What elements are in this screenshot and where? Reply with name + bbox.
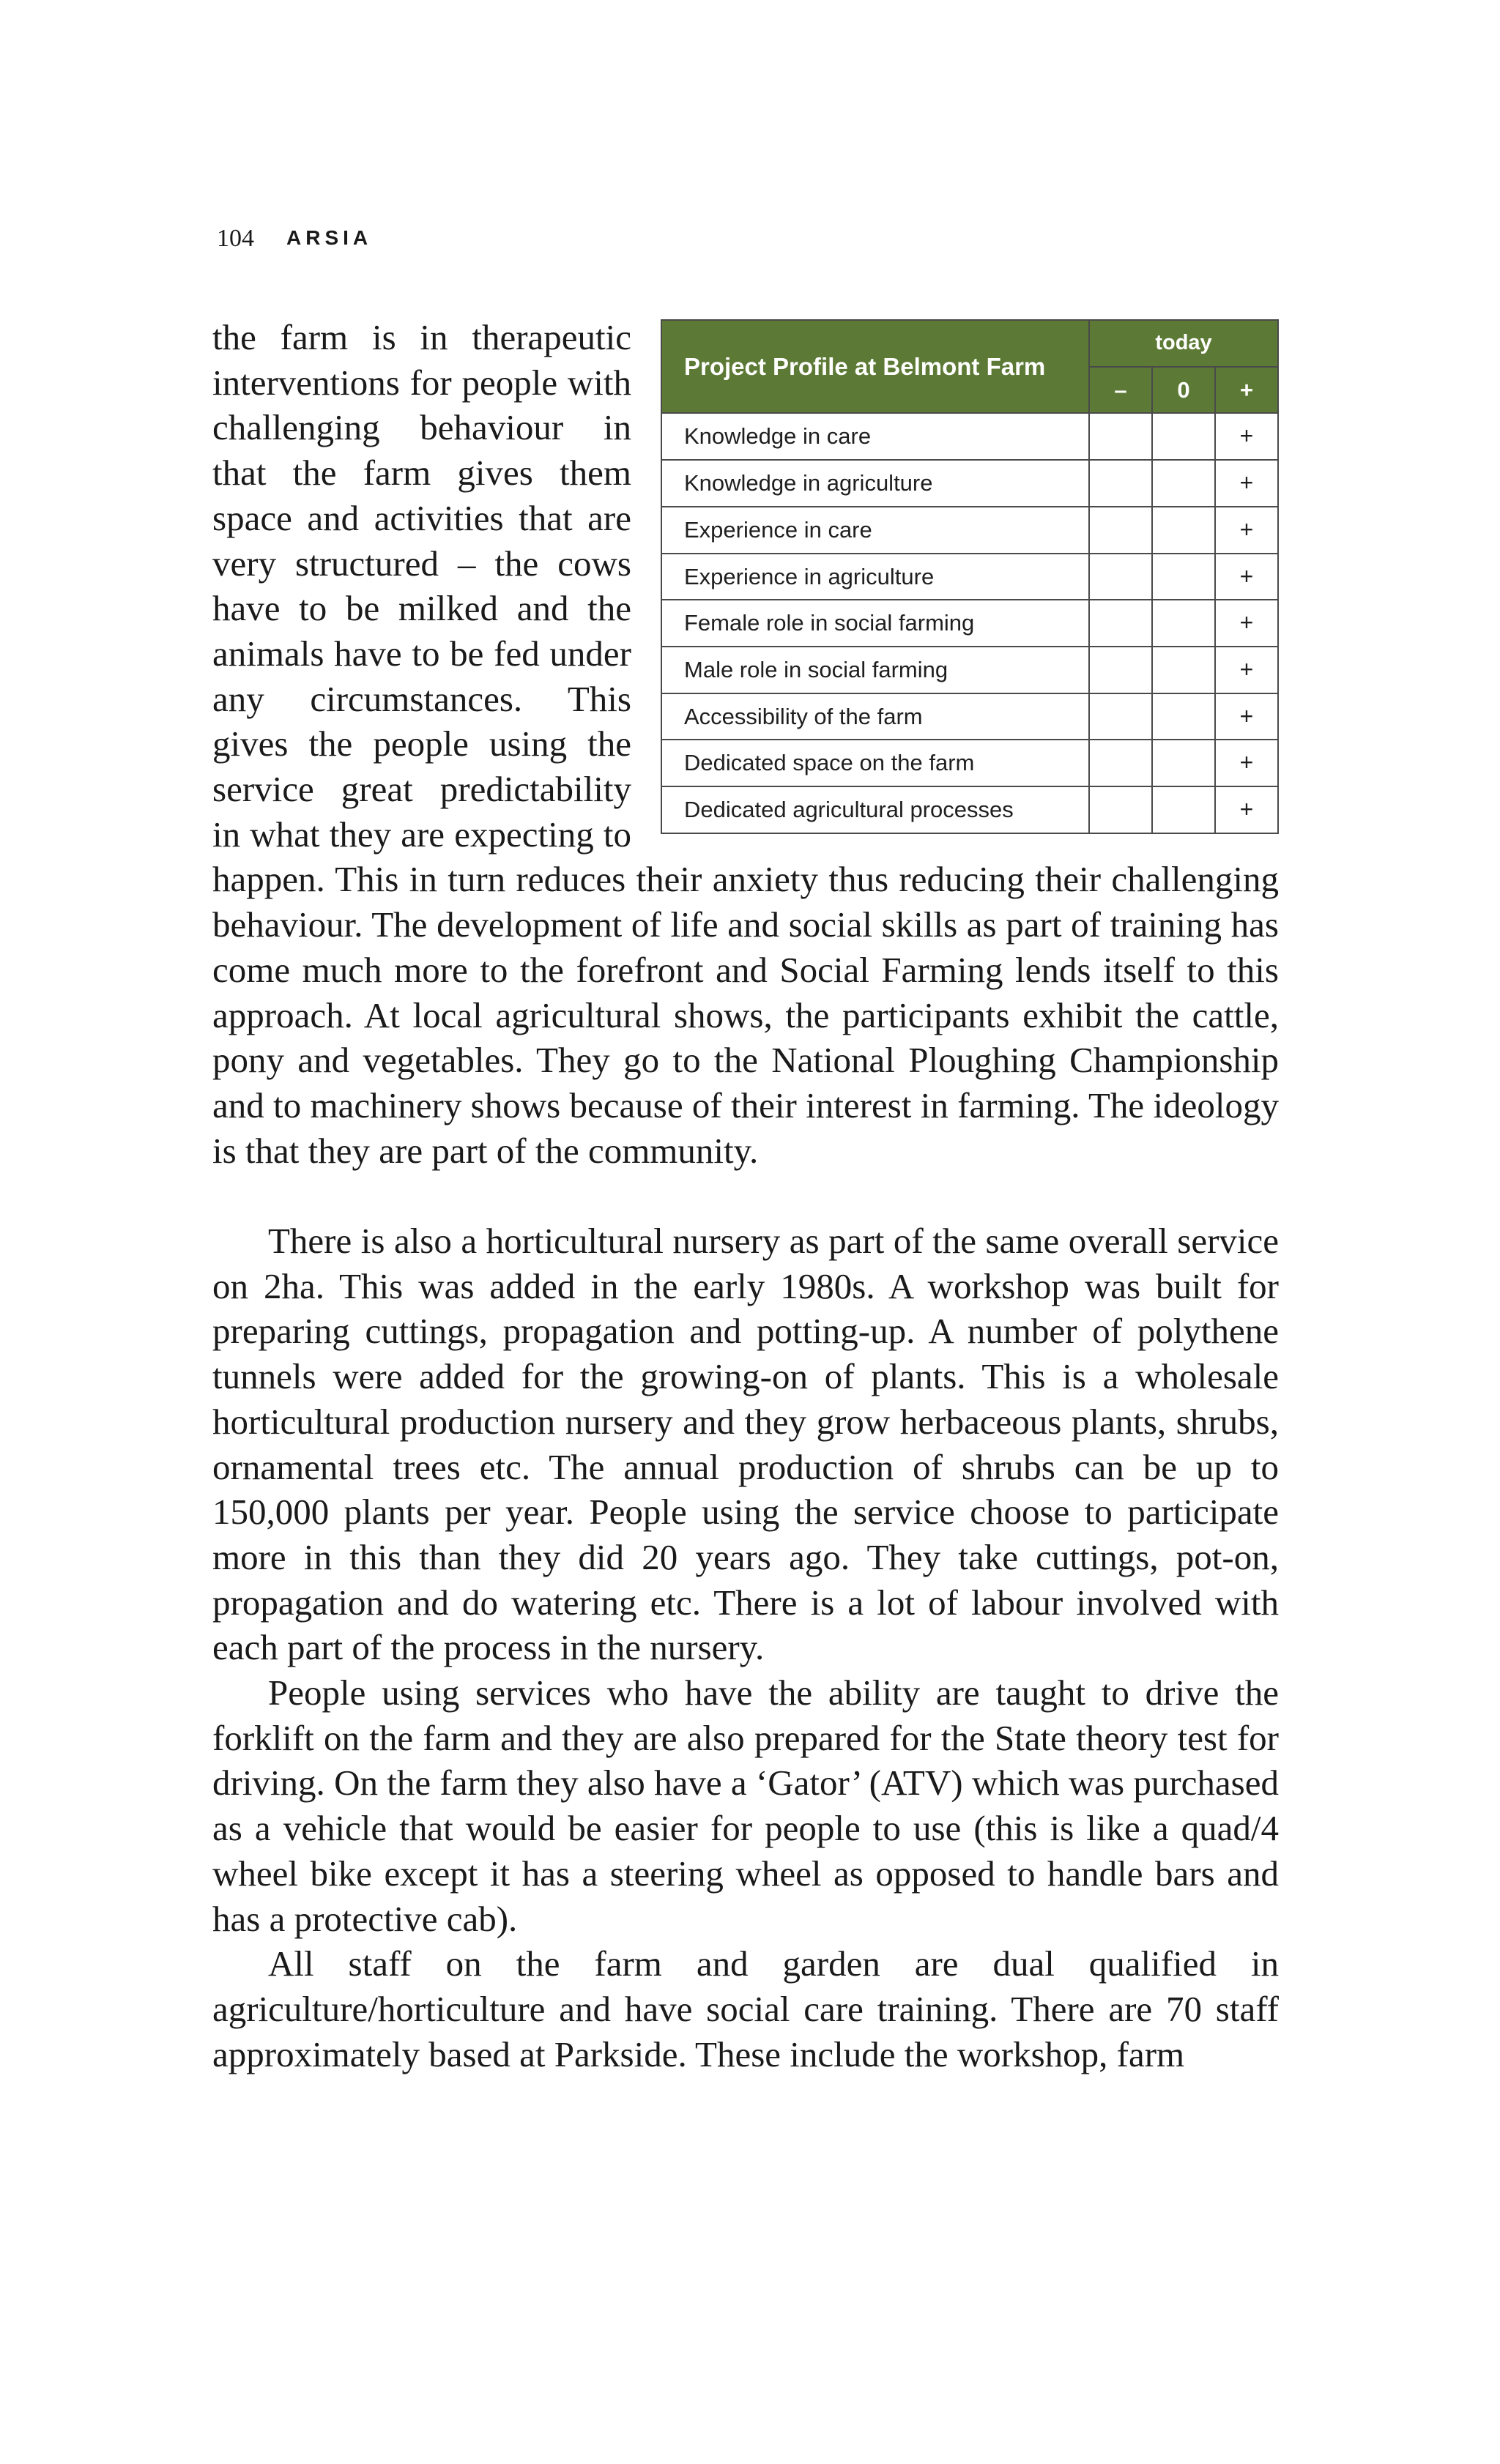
article-body	[212, 315, 1279, 2077]
row-label: Dedicated agricultural processes	[661, 786, 1089, 833]
plus-cell: +	[1215, 647, 1278, 693]
body-paragraph-3: People using services who have the ability are taught to drive the forklift on the farm and they are also prepared for the State theory test for driving. On the farm they also have a ‘Gator’ (ATV) which was purchased as a vehicle that would be easier for people to use (this is like a quad/4 wheel bike except it has a steering wheel as opposed to handle bars and has a protective cab).	[212, 1672, 1279, 1939]
row-label: Female role in social farming	[661, 600, 1089, 647]
plus-cell: +	[1215, 740, 1278, 786]
zero-column-header: 0	[1152, 367, 1215, 414]
zero-cell	[1152, 507, 1215, 554]
plus-column-header: +	[1215, 367, 1278, 414]
table-row	[661, 647, 1278, 693]
zero-cell	[1152, 647, 1215, 693]
table-row	[661, 460, 1278, 507]
table-row	[661, 507, 1278, 554]
running-head	[217, 225, 372, 253]
plus-cell: +	[1215, 460, 1278, 507]
minus-column-header: –	[1089, 367, 1152, 414]
zero-cell	[1152, 460, 1215, 507]
plus-cell: +	[1215, 554, 1278, 600]
page-number: 104	[217, 225, 254, 252]
zero-cell	[1152, 413, 1215, 460]
body-paragraph-1: the farm is in therapeutic interventions for people with challenging behaviour in that the farm gives them space and activities that are very structured – the cows have to be milked and the animals have to be fed under any circumstances. This gives the people using the service great predictability in what they are expecting to happen. This in turn reduces their anxiety thus reducing their challenging behaviour. The development of life and social skills as part of training has come much more to the forefront and Social Farming lends itself to this approach. At local agricultural shows, the participants exhibit the cattle, pony and vegetables. They go to the National Ploughing Championship and to machinery shows because of their interest in farming. The ideology is that they are part of the community.	[212, 317, 1279, 1171]
minus-cell	[1089, 786, 1152, 833]
project-profile-table	[661, 319, 1279, 834]
table-row	[661, 740, 1278, 786]
minus-cell	[1089, 600, 1152, 647]
plus-cell: +	[1215, 693, 1278, 740]
row-label: Male role in social farming	[661, 647, 1089, 693]
minus-cell	[1089, 507, 1152, 554]
table-row	[661, 413, 1278, 460]
minus-cell	[1089, 647, 1152, 693]
row-label: Knowledge in agriculture	[661, 460, 1089, 507]
minus-cell	[1089, 693, 1152, 740]
zero-cell	[1152, 600, 1215, 647]
journal-name: ARSIA	[286, 226, 373, 249]
zero-cell	[1152, 740, 1215, 786]
plus-cell: +	[1215, 413, 1278, 460]
row-label: Experience in care	[661, 507, 1089, 554]
table-row	[661, 786, 1278, 833]
row-label: Dedicated space on the farm	[661, 740, 1089, 786]
body-paragraph-2: There is also a horticultural nursery as part of the same overall service on 2ha. This was added in the early 1980s. A workshop was built for preparing cuttings, propagation and potting-up. A number of polythene tunnels were added for the growing-on of plants. This is a wholesale horticultural production nursery and they grow herbaceous plants, shrubs, ornamental trees etc. The annual production of shrubs can be up to 150,000 plants per year. People using the service choose to participate more in this than they did 20 years ago. They take cuttings, pot-on, propagation and do watering etc. There is a lot of labour involved with each part of the process in the nursery.	[212, 1221, 1279, 1668]
body-paragraph-4: All staff on the farm and garden are dual qualified in agriculture/horticulture and have social care training. There are 70 staff approximately based at Parkside. These include the workshop, farm	[212, 1943, 1279, 2074]
paragraph-spacer	[212, 1173, 1279, 1218]
zero-cell	[1152, 786, 1215, 833]
row-label: Accessibility of the farm	[661, 693, 1089, 740]
minus-cell	[1089, 740, 1152, 786]
table-row	[661, 693, 1278, 740]
minus-cell	[1089, 554, 1152, 600]
plus-cell: +	[1215, 786, 1278, 833]
zero-cell	[1152, 693, 1215, 740]
today-header: today	[1089, 320, 1278, 367]
plus-cell: +	[1215, 600, 1278, 647]
project-profile-table-wrap	[661, 319, 1279, 834]
minus-cell	[1089, 413, 1152, 460]
plus-cell: +	[1215, 507, 1278, 554]
table-row	[661, 554, 1278, 600]
table-title: Project Profile at Belmont Farm	[661, 320, 1089, 413]
row-label: Knowledge in care	[661, 413, 1089, 460]
zero-cell	[1152, 554, 1215, 600]
minus-cell	[1089, 460, 1152, 507]
row-label: Experience in agriculture	[661, 554, 1089, 600]
table-row	[661, 600, 1278, 647]
